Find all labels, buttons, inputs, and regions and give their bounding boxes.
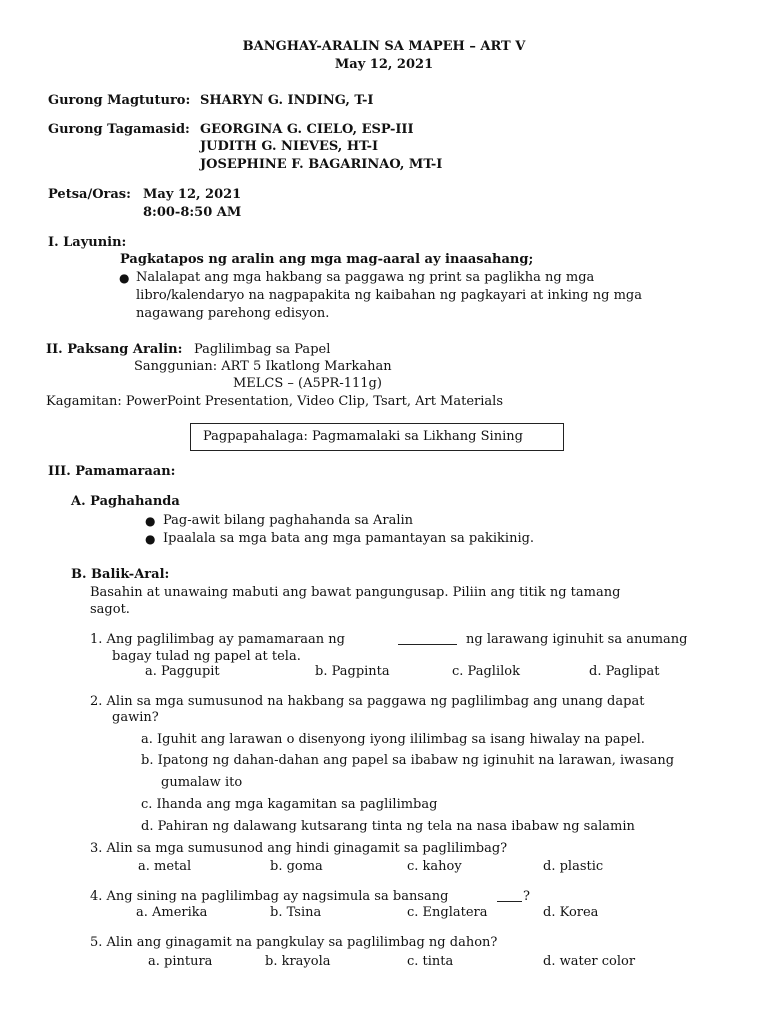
paksa-sanggunian: Sanggunian: ART 5 Ikatlong Markahan (134, 359, 392, 374)
question-4-choice: d. Korea (543, 905, 599, 920)
pamamaraan-heading: III. Pamamaraan: (48, 464, 176, 479)
question-5-choice: b. krayola (265, 954, 331, 969)
question-3-choice: b. goma (270, 859, 323, 874)
question-5-choice: c. tinta (407, 954, 454, 969)
tagamasid-name: GEORGINA G. CIELO, ESP-III (200, 122, 414, 137)
balik-aral-instructions: sagot. (90, 602, 130, 617)
document-date: May 12, 2021 (334, 57, 434, 72)
layunin-heading: I. Layunin: (48, 235, 127, 250)
pagpapahalaga-text: Pagpapahalaga: Pagmamalaki sa Likhang Sining (203, 429, 523, 444)
question-1-choice: b. Pagpinta (315, 664, 390, 679)
question-4-mark: ? (523, 889, 530, 904)
balik-aral-heading: B. Balik-Aral: (71, 567, 170, 582)
question-3-choice: c. kahoy (407, 859, 462, 874)
question-1-stem-cont: ng larawang iginuhit sa anumang (466, 632, 688, 647)
petsa-time: 8:00-8:50 AM (143, 205, 242, 220)
question-4-choice: c. Englatera (407, 905, 488, 920)
question-3-stem: 3. Alin sa mga sumusunod ang hindi ginagamit sa paglilimbag? (90, 841, 508, 856)
question-5-choice: d. water color (543, 954, 636, 969)
paksa-heading: II. Paksang Aralin: (46, 342, 183, 357)
tagamasid-name: JOSEPHINE F. BAGARINAO, MT-I (200, 157, 443, 172)
question-1-stem: 1. Ang paglilimbag ay pamamaraan ng (90, 632, 345, 647)
bullet-icon: ● (145, 514, 156, 528)
layunin-objective-line: nagawang parehong edisyon. (136, 306, 330, 321)
paghahanda-item: Ipaalala sa mga bata ang mga pamantayan sa pakikinig. (163, 531, 535, 546)
layunin-intro: Pagkatapos ng aralin ang mga mag-aaral ay inaasahang; (120, 252, 534, 267)
question-4-choice: b. Tsina (270, 905, 322, 920)
question-4-blank (497, 901, 522, 902)
bullet-icon: ● (119, 271, 130, 285)
tagamasid-name: JUDITH G. NIEVES, HT-I (200, 139, 379, 154)
question-4-choice: a. Amerika (136, 905, 208, 920)
layunin-objective-line: libro/kalendaryo na nagpapakita ng kaibahan ng pagkayari at inking ng mga (136, 288, 642, 303)
question-2-stem: 2. Alin sa mga sumusunod na hakbang sa paggawa ng paglilimbag ang unang dapat (90, 694, 645, 709)
question-1-choice: d. Paglipat (589, 664, 660, 679)
question-2-choice: d. Pahiran ng dalawang kutsarang tinta ng tela na nasa ibabaw ng salamin (141, 819, 635, 834)
question-2-choice: c. Ihanda ang mga kagamitan sa paglilimbag (141, 797, 438, 812)
layunin-objective-line: Nalalapat ang mga hakbang sa paggawa ng print sa paglikha ng mga (136, 270, 595, 285)
question-2-stem-line2: gawin? (112, 710, 159, 725)
paghahanda-heading: A. Paghahanda (71, 494, 180, 509)
paksa-melcs: MELCS – (A5PR-111g) (233, 376, 382, 391)
question-4-stem: 4. Ang sining na paglilimbag ay nagsimula sa bansang (90, 889, 449, 904)
paksa-topic: Paglilimbag sa Papel (194, 342, 331, 357)
balik-aral-instructions: Basahin at unawaing mabuti ang bawat pangungusap. Piliin ang titik ng tamang (90, 585, 621, 600)
question-1-choice: a. Paggupit (145, 664, 220, 679)
question-5-choice: a. pintura (148, 954, 213, 969)
question-2-choice: b. Ipatong ng dahan-dahan ang papel sa ibabaw ng iginuhit na larawan, iwasang (141, 753, 675, 768)
question-5-stem: 5. Alin ang ginagamit na pangkulay sa paglilimbag ng dahon? (90, 935, 498, 950)
petsa-label: Petsa/Oras: (48, 187, 131, 202)
question-2-choice: a. Iguhit ang larawan o disenyong iyong ililimbag sa isang hiwalay na papel. (141, 732, 645, 747)
question-1-blank (398, 644, 457, 645)
question-3-choice: d. plastic (543, 859, 604, 874)
question-1-choice: c. Paglilok (452, 664, 520, 679)
paksa-kagamitan: Kagamitan: PowerPoint Presentation, Video Clip, Tsart, Art Materials (46, 394, 503, 409)
paghahanda-item: Pag-awit bilang paghahanda sa Aralin (163, 513, 414, 528)
petsa-date: May 12, 2021 (143, 187, 242, 202)
tagamasid-label: Gurong Tagamasid: (48, 122, 190, 137)
question-2-choice-cont: gumalaw ito (161, 775, 243, 790)
document-title: BANGHAY-ARALIN SA MAPEH – ART V (242, 39, 526, 54)
magtuturo-name: SHARYN G. INDING, T-I (200, 93, 374, 108)
magtuturo-label: Gurong Magtuturo: (48, 93, 191, 108)
question-3-choice: a. metal (138, 859, 192, 874)
question-1-stem-line2: bagay tulad ng papel at tela. (112, 649, 301, 664)
bullet-icon: ● (145, 532, 156, 546)
